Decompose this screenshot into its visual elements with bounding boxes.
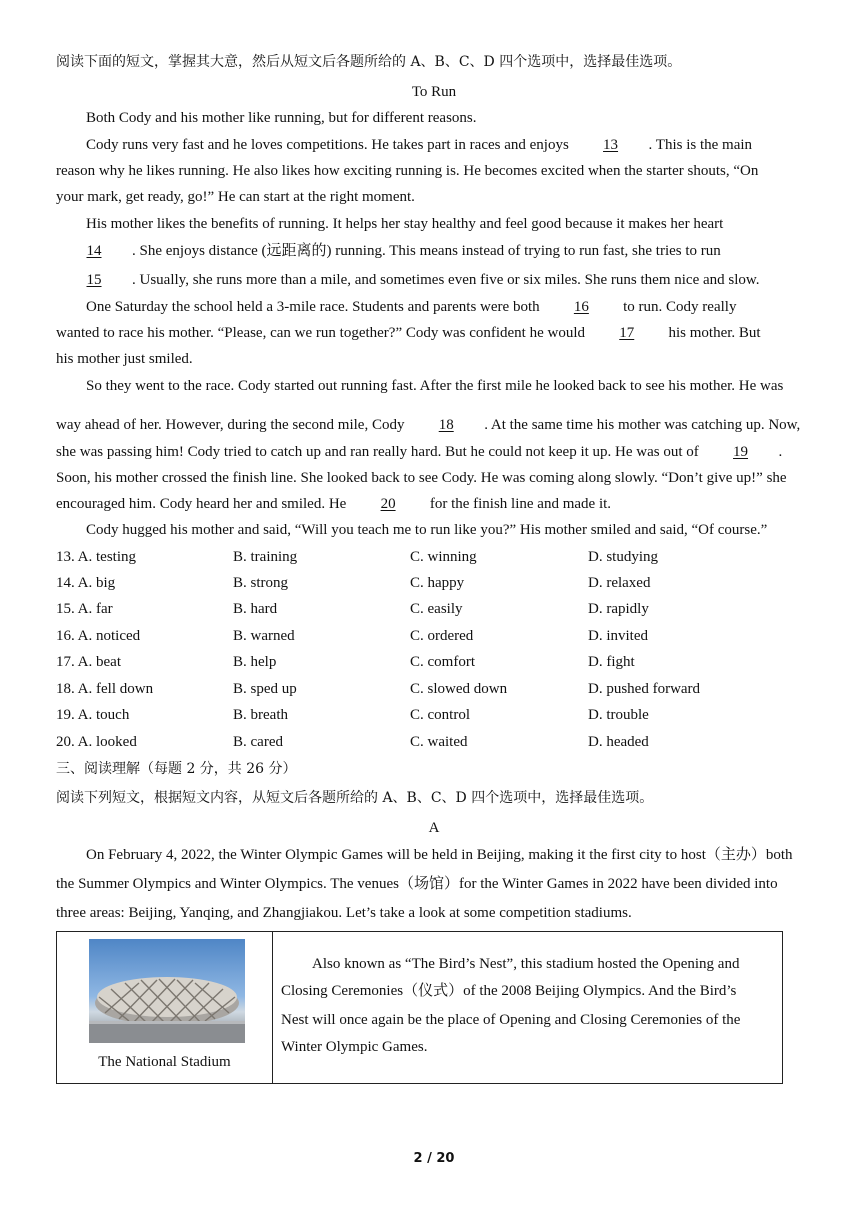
- option-a[interactable]: 20. A. looked: [56, 734, 137, 750]
- story-line: 15 . Usually, she runs more than a mile, and sometimes even five or six miles. She runs them nice and slow.: [56, 270, 760, 290]
- blank-13[interactable]: 13: [603, 137, 619, 153]
- option-b[interactable]: B. help: [233, 654, 277, 670]
- blank-18[interactable]: 18: [438, 417, 454, 433]
- story-line: Cody hugged his mother and said, “Will you teach me to run like you?” His mother smiled and said, “Of course.”: [86, 522, 768, 538]
- option-a[interactable]: 17. A. beat: [56, 654, 121, 670]
- stadium-photo: [89, 939, 245, 1043]
- blank-14[interactable]: 14: [86, 243, 102, 259]
- option-b[interactable]: B. hard: [233, 601, 278, 617]
- option-b[interactable]: B. warned: [233, 628, 295, 644]
- option-d[interactable]: D. relaxed: [588, 575, 651, 591]
- option-d[interactable]: D. studying: [588, 549, 659, 565]
- option-b[interactable]: B. sped up: [233, 681, 297, 697]
- story-line: Soon, his mother crossed the finish line. She looked back to see Cody. He was coming along slowly. “Don’t give up!” she: [56, 470, 787, 486]
- option-c[interactable]: C. easily: [410, 601, 463, 617]
- option-b[interactable]: B. training: [233, 549, 298, 565]
- description-line: Nest will once again be the place of Opening and Closing Ceremonies of the: [281, 1012, 741, 1028]
- blank-16[interactable]: 16: [573, 299, 589, 315]
- story-line: she was passing him! Cody tried to catch up and ran really hard. But he could not keep it up. He was out of 19 .: [56, 444, 783, 460]
- option-d[interactable]: D. headed: [588, 734, 649, 750]
- passage-line: three areas: Beijing, Yanqing, and Zhangjiakou. Let’s take a look at some competition stadiums.: [56, 905, 632, 921]
- instruction-text: 阅读下面的短文，掌握其大意，然后从短文后各题所给的 A、B、C、D 四个选项中，选择最佳选项。: [56, 54, 682, 70]
- description-line: Winter Olympic Games.: [281, 1039, 428, 1055]
- option-d[interactable]: D. invited: [588, 628, 648, 644]
- story-paragraph: Both Cody and his mother like running, but for different reasons.: [86, 110, 477, 126]
- blank-20[interactable]: 20: [380, 496, 396, 512]
- option-b[interactable]: B. strong: [233, 575, 289, 591]
- blank-19[interactable]: 19: [733, 444, 749, 460]
- passage-label: A: [428, 820, 440, 836]
- blank-15[interactable]: 15: [86, 272, 102, 288]
- option-c[interactable]: C. ordered: [410, 628, 474, 644]
- photo-caption: The National Stadium: [98, 1054, 231, 1070]
- option-c[interactable]: C. control: [410, 707, 470, 723]
- option-d[interactable]: D. rapidly: [588, 601, 649, 617]
- option-a[interactable]: 19. A. touch: [56, 707, 130, 723]
- story-line: One Saturday the school held a 3-mile race. Students and parents were both 16 to run. Cody really: [86, 299, 737, 315]
- story-title: To Run: [411, 84, 457, 100]
- option-c[interactable]: C. comfort: [410, 654, 475, 670]
- option-c[interactable]: C. waited: [410, 734, 468, 750]
- description-cell: [273, 932, 783, 1084]
- option-a[interactable]: 14. A. big: [56, 575, 116, 591]
- story-line: your mark, get ready, go!” He can start at the right moment.: [56, 189, 415, 205]
- story-line: reason why he likes running. He also likes how exciting running is. He becomes excited when the starter shouts, “On: [56, 163, 759, 179]
- story-line: his mother just smiled.: [56, 351, 193, 367]
- option-a[interactable]: 13. A. testing: [56, 549, 137, 565]
- passage-line: the Summer Olympics and Winter Olympics. The venues（场馆）for the Winter Games in 2022 have been divided into: [56, 876, 778, 892]
- venue-table: [56, 931, 783, 1084]
- option-a[interactable]: 18. A. fell down: [56, 681, 154, 697]
- story-line: His mother likes the benefits of running. It helps her stay healthy and feel good because it makes her heart: [86, 216, 724, 232]
- instruction-text: 阅读下列短文，根据短文内容，从短文后各题所给的 A、B、C、D 四个选项中，选择最佳选项。: [56, 790, 654, 806]
- story-line: wanted to race his mother. “Please, can we run together?” Cody was confident he would 17 his mother. But: [56, 325, 761, 341]
- photo-cell: [57, 932, 273, 1084]
- description-line: Closing Ceremonies（仪式）of the 2008 Beijing Olympics. And the Bird’s: [281, 983, 737, 999]
- option-a[interactable]: 15. A. far: [56, 601, 113, 617]
- option-c[interactable]: C. slowed down: [410, 681, 508, 697]
- blank-17[interactable]: 17: [619, 325, 635, 341]
- story-line: way ahead of her. However, during the second mile, Cody 18 . At the same time his mother was catching up. Now,: [56, 417, 801, 433]
- option-c[interactable]: C. happy: [410, 575, 465, 591]
- option-b[interactable]: B. breath: [233, 707, 288, 723]
- story-line: Cody runs very fast and he loves competitions. He takes part in races and enjoys 13 . This is the main: [86, 137, 753, 153]
- page-number: 2 / 20: [413, 1151, 455, 1166]
- option-c[interactable]: C. winning: [410, 549, 477, 565]
- option-a[interactable]: 16. A. noticed: [56, 628, 141, 644]
- option-d[interactable]: D. trouble: [588, 707, 649, 723]
- passage-line: On February 4, 2022, the Winter Olympic Games will be held in Beijing, making it the first city to host（主办）both: [86, 847, 793, 863]
- option-d[interactable]: D. fight: [588, 654, 635, 670]
- story-line: encouraged him. Cody heard her and smiled. He 20 for the finish line and made it.: [56, 496, 612, 512]
- option-d[interactable]: D. pushed forward: [588, 681, 701, 697]
- option-b[interactable]: B. cared: [233, 734, 283, 750]
- description-line: Also known as “The Bird’s Nest”, this stadium hosted the Opening and: [312, 956, 740, 972]
- section-heading: 三、阅读理解（每题 2 分，共 26 分）: [56, 761, 297, 777]
- story-line: 14 . She enjoys distance (远距离的) running. This means instead of trying to run fast, she tries to run: [56, 241, 721, 261]
- story-line: So they went to the race. Cody started out running fast. After the first mile he looked back to see his mother. He was: [86, 378, 784, 394]
